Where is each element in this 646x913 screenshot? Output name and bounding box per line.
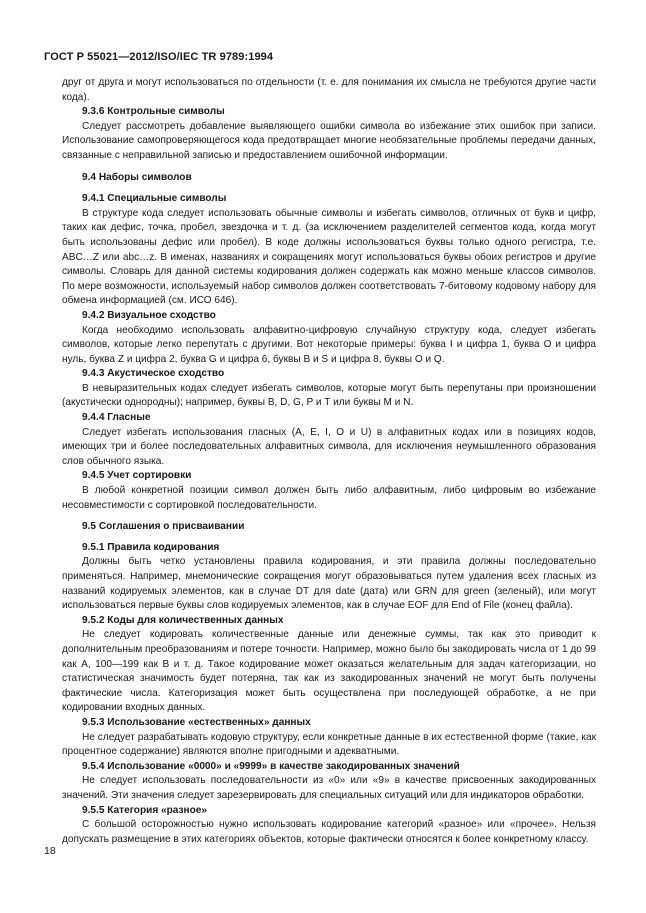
paragraph: Должны быть четко установлены правила кодирования, и эти правила должны последовательно применяться. Например, мнемонические сокращения могут образовываться путем удаления всех гласных из названий кодируемых элементов, как в случае DT для date (дата) или GRN для green (зеленый), или могут использоваться первые буквы слов кодируемых элементов, как в случае EOF для End of File (конец файла). (62, 556, 596, 612)
section-heading-9-5-3: 9.5.3 Использование «естественных» данных (82, 716, 311, 728)
section-heading-9-4-1: 9.4.1 Специальные символы (82, 193, 227, 205)
section-heading-9-5: 9.5 Соглашения о присваивании (82, 521, 245, 533)
paragraph: В любой конкретной позиции символ должен быть либо алфавитным, либо цифровым во избежание несовместимости с сортировкой последовательности. (62, 485, 596, 511)
paragraph: Не следует кодировать количественные данные или денежные суммы, так как это приводит к дополнительным преобразованиям и потере точности. Например, можно было бы закодировать числа от 1 до 99 как A, 100—199 как B и т. д. Такое кодирование может оказаться желательным для задач категоризации, но статистическая значимость будет потеряна, так как из закодированных значений не могут быть получены фактические числа. Категоризация может быть осуществлена при последующей обработке, а не при кодировании входных данных. (62, 629, 596, 714)
paragraph: друг от друга и могут использоваться по отдельности (т. е. для понимания их смысла не требуются другие части кода). (62, 77, 596, 103)
section-heading-9-5-4: 9.5.4 Использование «0000» и «9999» в качестве закодированных значений (82, 760, 460, 772)
section-heading-9-5-1: 9.5.1 Правила кодирования (82, 541, 220, 553)
page-number: 18 (44, 845, 56, 857)
document-body (62, 76, 596, 847)
paragraph: Когда необходимо использовать алфавитно-цифровую случайную структуру кода, следует избегать символов, которые легко перепутать с другими. Вот некоторые примеры: буква I и цифра 1, буква O и цифра нуль, буква Z и цифра 2, буква G и цифра 6, буквы B и S и цифра 8, буквы O и Q. (62, 324, 596, 365)
section-heading-9-4: 9.4 Наборы символов (82, 171, 192, 183)
section-heading-9-4-4: 9.4.4 Гласные (82, 412, 151, 424)
section-heading-9-4-2: 9.4.2 Визуальное сходство (82, 309, 216, 321)
paragraph: В невыразительных кодах следует избегать символов, которые могут быть перепутаны при произношении (акустически однородны); например, буквы B, D, G, P и T или буквы M и N. (62, 382, 596, 409)
paragraph: Следует рассмотреть добавление выявляющего ошибки символа во избежание этих ошибок при записи. Использование самопроверяющегося кода предотвращает многие необязательные проблемы передачи данных, связанные с неправильной записью и предоставлением ошибочной информации. (62, 120, 596, 161)
section-heading-9-4-3: 9.4.3 Акустическое сходство (82, 368, 225, 380)
paragraph: Следует избегать использования гласных (A, E, I, O и U) в алфавитных кодах или в позициях кодов, имеющих три и более последовательных алфавитных символа, для исключения неумышленного образования слов обычного языка. (62, 426, 596, 467)
page-header: ГОСТ Р 55021—2012/ISO/IEC TR 9789:1994 (44, 51, 274, 63)
paragraph: С большой осторожностью нужно использовать кодирование категорий «разное» или «прочее». Нельзя допускать размещение в этих категориях объектов, которые фактически относятся к более конкретному классу. (62, 819, 596, 845)
paragraph: Не следует использовать последовательности из «0» или «9» в качестве присвоенных закодированных значений. Эти значения следует зарезервировать для специальных ситуаций или для индикаторов обработки. (62, 775, 596, 801)
section-heading-9-5-5: 9.5.5 Категория «разное» (82, 804, 208, 816)
section-heading-9-3-6: 9.3.6 Контрольные символы (82, 106, 225, 118)
paragraph: В структуре кода следует использовать обычные символы и избегать символов, отличных от букв и цифр, таких как дефис, точка, пробел, звездочка и т. д. (за исключением разделителей сегментов кода, когда могут быть использованы дефис или пробел). В коде должны использоваться буквы только одного регистра, т.е. ABC…Z или abc…z. В именах, названиях и сокращениях могут использоваться буквы обоих регистров и другие символы. Словарь для данной системы кодирования должен содержать как можно меньше классов символов. По мере возможности, используемый набор символов должен соответствовать 7-битовому кодовому набору для обмена информацией (см. ИСО 646). (62, 207, 596, 307)
paragraph: Не следует разрабатывать кодовую структуру, если конкретные данные в их естественной форме (такие, как процентное содержание) являются вполне пригодными и адекватными. (62, 731, 596, 758)
section-heading-9-4-5: 9.4.5 Учет сортировки (82, 470, 192, 482)
section-heading-9-5-2: 9.5.2 Коды для количественных данных (82, 614, 284, 626)
